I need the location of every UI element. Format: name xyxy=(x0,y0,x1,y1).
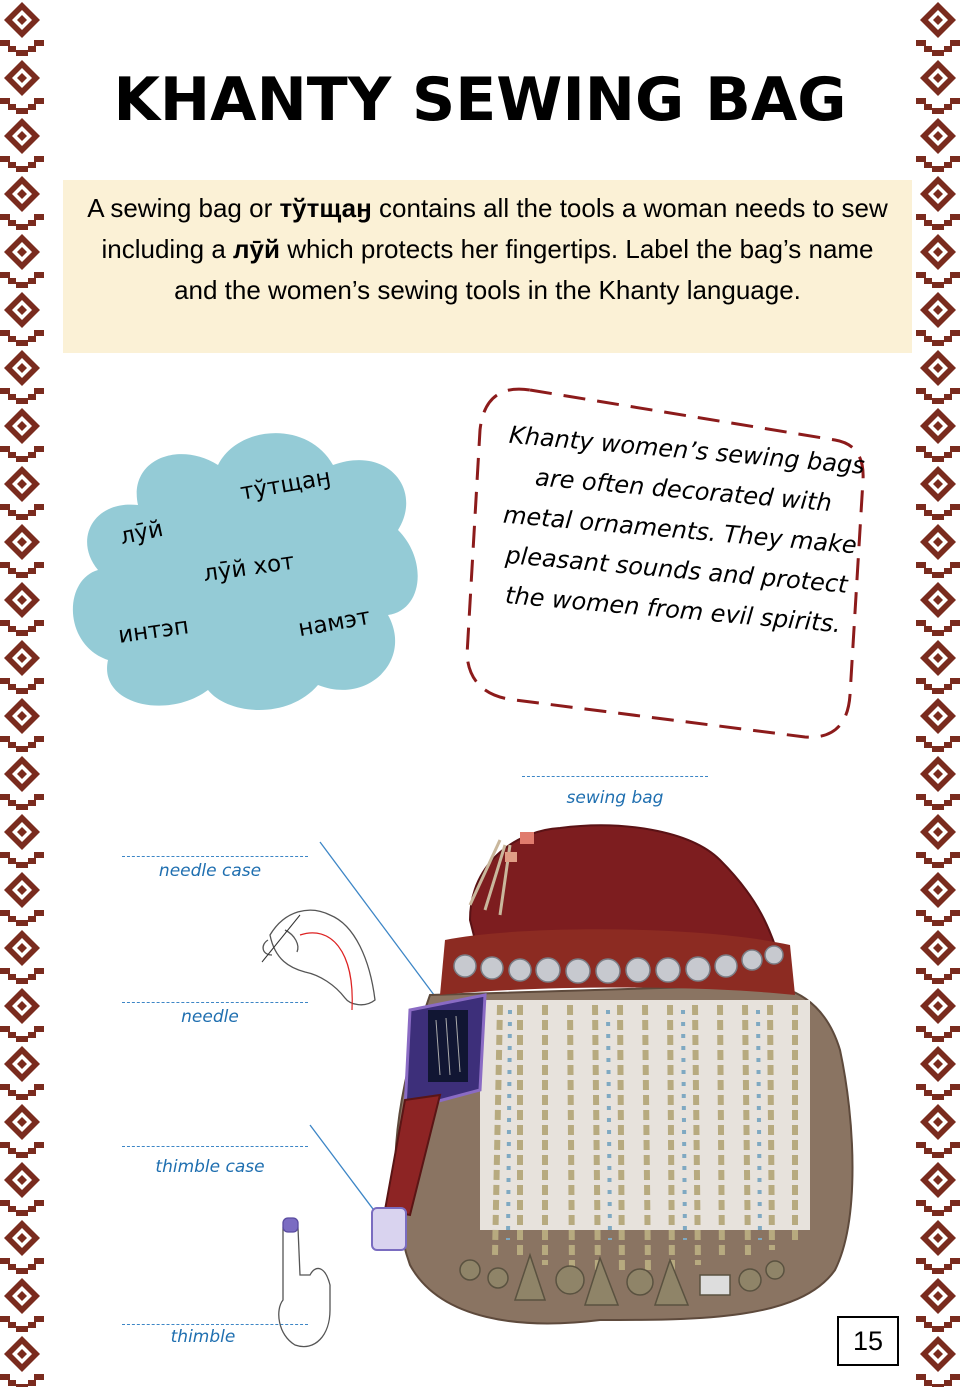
label-thimble-case: thimble case xyxy=(155,1157,265,1177)
needle-case-pointer xyxy=(320,842,440,1003)
sewing-bag-image xyxy=(372,825,853,1323)
intro-word-bag: тўтщаӈ xyxy=(279,193,372,223)
note-text: Khanty women’s sewing bags are often decorated with metal ornaments. They make pleasant sounds and protect the women from evil spirits. xyxy=(502,420,866,639)
intro-text-3: which protects her fingertips. Label the bag’s name and the women’s sewing tools in the Khanty language. xyxy=(174,234,874,305)
label-thimble: thimble xyxy=(170,1327,236,1347)
label-needle: needle xyxy=(181,1007,239,1027)
hand-thimble-icon xyxy=(279,1218,330,1347)
hand-needle-icon xyxy=(262,910,375,1010)
label-needle-case: needle case xyxy=(158,861,262,881)
cloud-word-bag: тўтщаӈ xyxy=(238,464,333,506)
cloud-word-needle-case: намэт xyxy=(296,603,373,643)
intro-text-2: contains all the tools a woman needs to sew including a xyxy=(101,193,888,264)
page-number: 15 xyxy=(837,1316,899,1366)
intro-word-thimble: лӯй xyxy=(233,234,280,264)
cloud-word-thimble: лӯй xyxy=(117,515,166,551)
page-title: KHANTY SEWING BAG xyxy=(113,65,847,135)
intro-text-1: A sewing bag or xyxy=(87,193,280,223)
label-sewing-bag: sewing bag xyxy=(566,788,664,808)
cloud-word-thimble-case: лӯй хот xyxy=(201,548,297,588)
cloud-word-needle: интэп xyxy=(116,613,191,649)
